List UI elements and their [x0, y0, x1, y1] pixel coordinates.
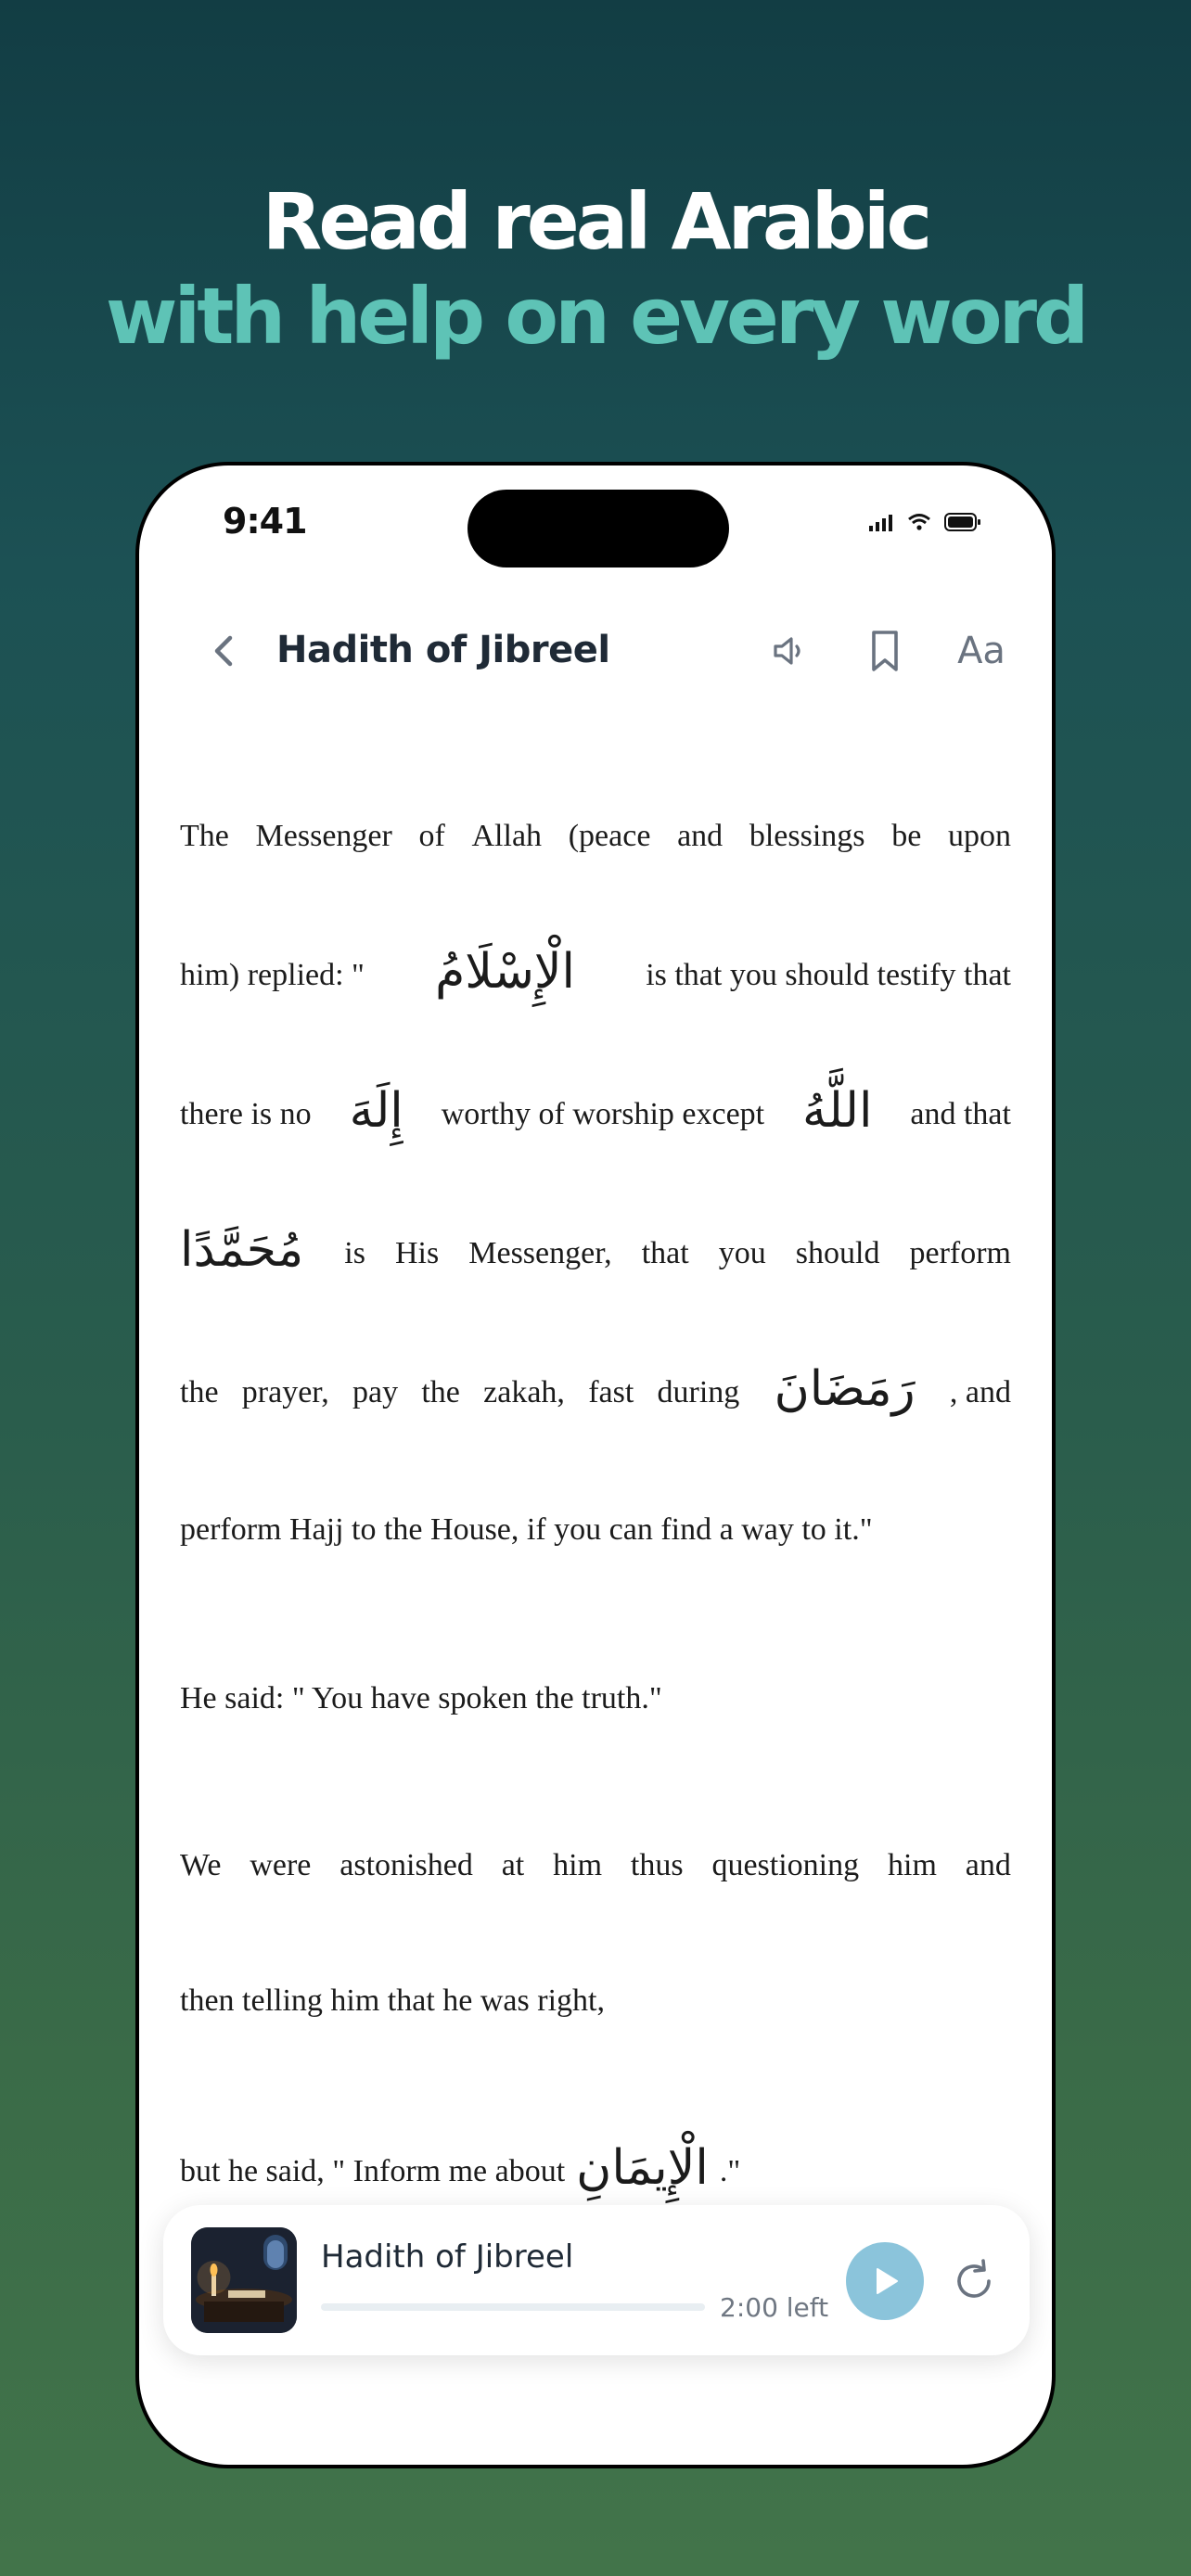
text-span: there is no	[180, 1097, 312, 1131]
word: The	[180, 819, 229, 853]
word: zakah,	[483, 1375, 565, 1409]
word: him	[888, 1848, 937, 1882]
arabic-word-al-islam[interactable]: الْإِسْلَامُ	[435, 944, 576, 1000]
text-span: , and	[949, 1375, 1011, 1409]
headline-line-2: with help on every word	[105, 271, 1086, 362]
word: pay	[352, 1375, 399, 1409]
text-line-7	[180, 1662, 1011, 1736]
word: the	[421, 1375, 460, 1409]
word: should	[795, 1236, 880, 1270]
page-title: Hadith of Jibreel	[276, 629, 610, 671]
text-span: him) replied: "	[180, 958, 365, 992]
text-line-5	[180, 1356, 1011, 1430]
play-icon	[866, 2263, 903, 2300]
word: perform	[909, 1236, 1011, 1270]
word: and	[965, 1848, 1011, 1882]
word: at	[501, 1848, 525, 1882]
replay-button[interactable]	[946, 2253, 1002, 2309]
word: We	[180, 1848, 222, 1882]
word: be	[891, 819, 922, 853]
arabic-word-muhammadan[interactable]: مُحَمَّدًا	[180, 1222, 304, 1278]
word: Allah	[471, 819, 543, 853]
word: His	[394, 1236, 440, 1270]
arabic-word-ramadan[interactable]: رَمَضَانَ	[774, 1361, 916, 1417]
lesson-thumbnail	[191, 2227, 297, 2333]
dynamic-island	[467, 490, 729, 567]
text-span: ."	[719, 2154, 741, 2188]
bookmark-icon	[863, 627, 907, 675]
text-line-4	[180, 1217, 1011, 1291]
word: upon	[947, 819, 1011, 853]
word: prayer,	[241, 1375, 329, 1409]
mini-player[interactable]	[163, 2205, 1030, 2355]
audio-button[interactable]	[762, 625, 818, 677]
reader-nav-bar	[139, 605, 1052, 697]
word: of	[418, 819, 445, 853]
word: (peace	[568, 819, 651, 853]
word: astonished	[339, 1848, 473, 1882]
word: fast	[588, 1375, 634, 1409]
text-line-6	[180, 1493, 1011, 1567]
text-span: perform Hajj to the House, if you can find a way to it."	[180, 1512, 873, 1547]
text-span: is that you should testify that	[646, 958, 1011, 992]
word: that	[641, 1236, 689, 1270]
speaker-icon	[768, 629, 813, 673]
text-line-9	[180, 1964, 1011, 2038]
word: the	[180, 1375, 219, 1409]
headline-line-1: Read real Arabic	[262, 176, 929, 267]
word: thus	[630, 1848, 684, 1882]
text-span: worthy of worship except	[441, 1097, 765, 1131]
player-progress-bar[interactable]	[321, 2303, 705, 2311]
play-button[interactable]	[846, 2242, 924, 2320]
chevron-left-icon	[198, 625, 250, 677]
text-line-1	[180, 799, 1011, 874]
word: were	[250, 1848, 312, 1882]
arabic-word-ilah[interactable]: إِلَهَ	[349, 1083, 403, 1139]
phone-frame	[135, 462, 1056, 2468]
wifi-icon	[907, 513, 931, 531]
word: Messenger,	[468, 1236, 612, 1270]
text-line-3	[180, 1078, 1011, 1152]
word: is	[344, 1236, 365, 1270]
back-button[interactable]	[198, 625, 250, 677]
word: questioning	[711, 1848, 860, 1882]
cellular-signal-icon	[868, 513, 894, 531]
word: him	[553, 1848, 603, 1882]
arabic-word-al-iman[interactable]: الْإِيمَانِ	[576, 2140, 709, 2196]
text-line-10	[180, 2135, 1011, 2209]
arabic-word-allah[interactable]: اللَّهُ	[802, 1083, 873, 1139]
phone-screen	[139, 465, 1052, 2465]
word: blessings	[749, 819, 865, 853]
text-span: and that	[910, 1097, 1011, 1131]
text-span: then telling him that he was right,	[180, 1983, 605, 2018]
text-line-2	[180, 938, 1011, 1013]
battery-icon	[944, 512, 981, 532]
text-span: but he said, " Inform me about	[180, 2154, 566, 2188]
text-span: He said: " You have spoken the truth."	[180, 1681, 662, 1715]
text-line-8	[180, 1829, 1011, 1903]
word: during	[657, 1375, 740, 1409]
replay-icon	[946, 2253, 1002, 2309]
word: Messenger	[255, 819, 392, 853]
bookmark-button[interactable]	[857, 625, 913, 677]
player-title: Hadith of Jibreel	[321, 2238, 574, 2276]
status-time: 9:41	[223, 501, 307, 542]
font-size-button[interactable]: Aa	[957, 630, 1005, 672]
word: you	[718, 1236, 766, 1270]
word: and	[677, 819, 724, 853]
candle-scene-image	[191, 2227, 297, 2333]
player-time-left: 2:00 left	[720, 2292, 829, 2323]
status-icons	[868, 512, 981, 532]
